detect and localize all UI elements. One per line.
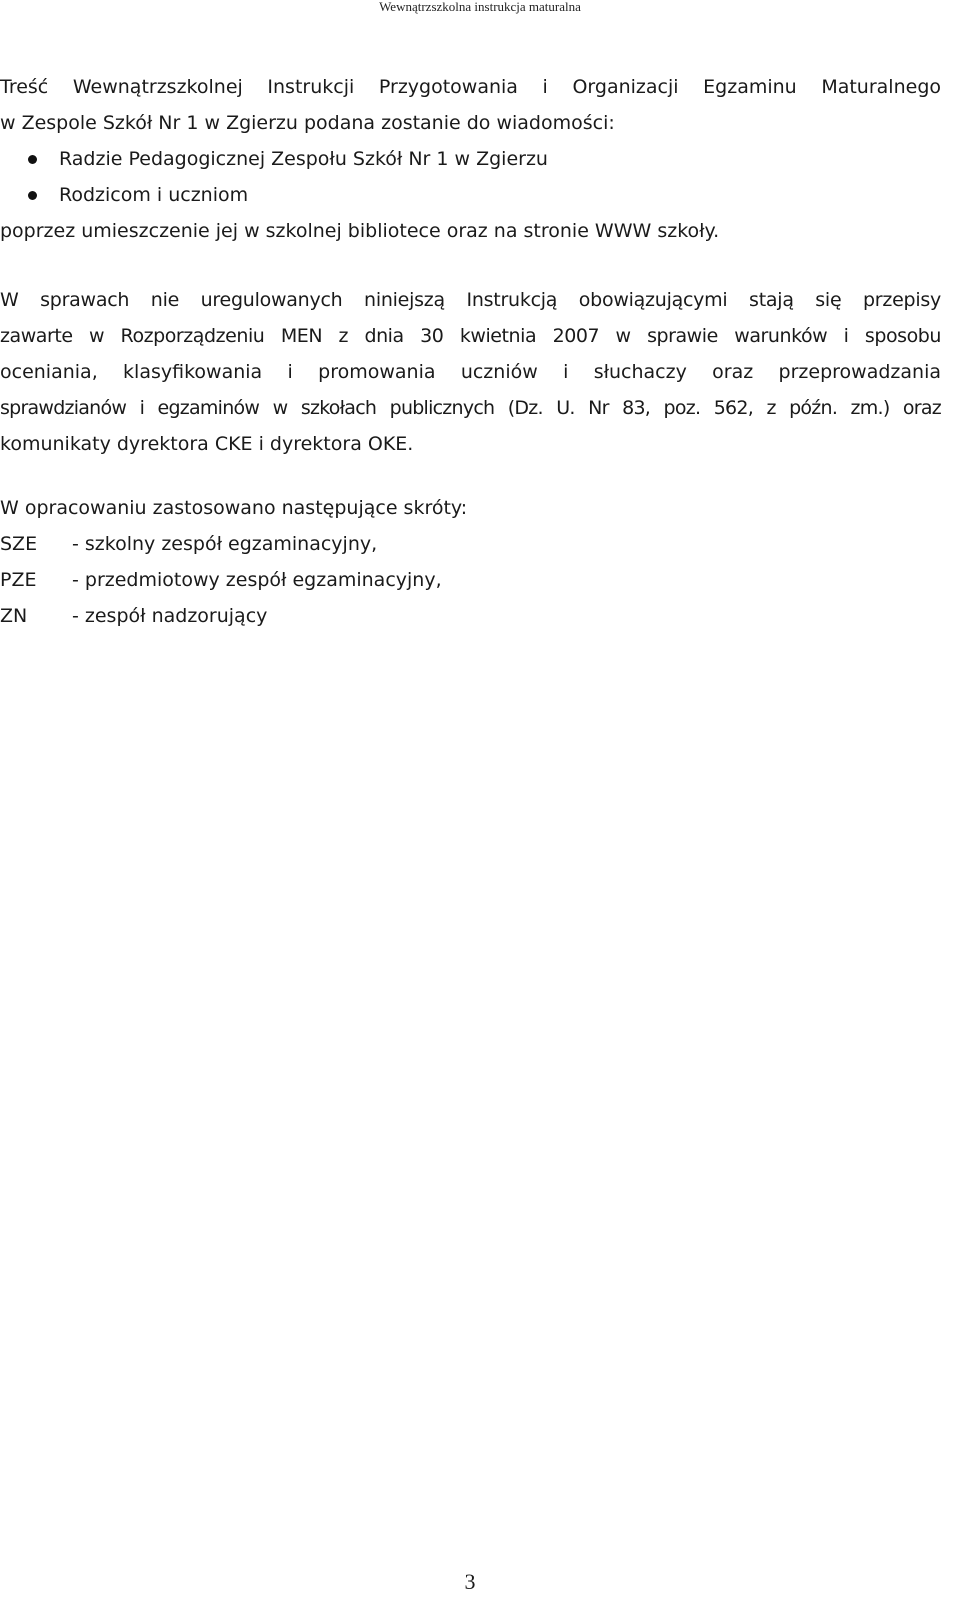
list-item-text: Rodzicom i uczniom [59, 184, 249, 206]
regulation-line: oceniania, klasyfikowania i promowania uczniów i słuchaczy oraz przeprowadzania [0, 361, 941, 383]
list-item [0, 598, 442, 634]
list-item-text: Radzie Pedagogicznej Zespołu Szkół Nr 1 w Zgierzu [59, 148, 548, 170]
abbreviations-intro: W opracowaniu zastosowano następujące skróty: [0, 497, 468, 519]
regulation-line: W sprawach nie uregulowanych niniejszą Instrukcją obowiązującymi stają się przepisy [0, 289, 941, 311]
recipient-list [0, 141, 941, 213]
abbreviation-code: ZN [0, 605, 28, 627]
abbreviation-meaning: - przedmiotowy zespół egzaminacyjny, [72, 569, 442, 591]
abbreviation-meaning: - zespół nadzorujący [72, 605, 268, 627]
intro-line: w Zespole Szkół Nr 1 w Zgierzu podana zostanie do wiadomości: [0, 112, 615, 134]
regulation-line: zawarte w Rozporządzeniu MEN z dnia 30 kwietnia 2007 w sprawie warunków i sposobu [0, 325, 941, 347]
list-item [0, 141, 941, 177]
abbreviation-code: PZE [0, 569, 37, 591]
abbreviations-list [0, 526, 442, 634]
regulation-line: komunikaty dyrektora CKE i dyrektora OKE. [0, 433, 414, 455]
bullet-icon [28, 155, 37, 164]
regulation-paragraph [0, 282, 941, 462]
abbreviation-code: SZE [0, 533, 38, 555]
abbreviation-meaning: - szkolny zespół egzaminacyjny, [72, 533, 378, 555]
list-item [0, 526, 442, 562]
bullet-icon [28, 191, 37, 200]
running-header: Wewnątrzszkolna instrukcja maturalna [379, 0, 581, 14]
regulation-line: sprawdzianów i egzaminów w szkołach publicznych (Dz. U. Nr 83, poz. 562, z późn. zm.) oraz [0, 397, 941, 419]
intro-closing: poprzez umieszczenie jej w szkolnej bibliotece oraz na stronie WWW szkoły. [0, 220, 720, 242]
list-item [0, 177, 941, 213]
intro-paragraph [0, 69, 941, 141]
page-number: 3 [464, 1569, 476, 1594]
list-item [0, 562, 442, 598]
intro-line: Treść Wewnątrzszkolnej Instrukcji Przygotowania i Organizacji Egzaminu Maturalnego [0, 76, 941, 98]
